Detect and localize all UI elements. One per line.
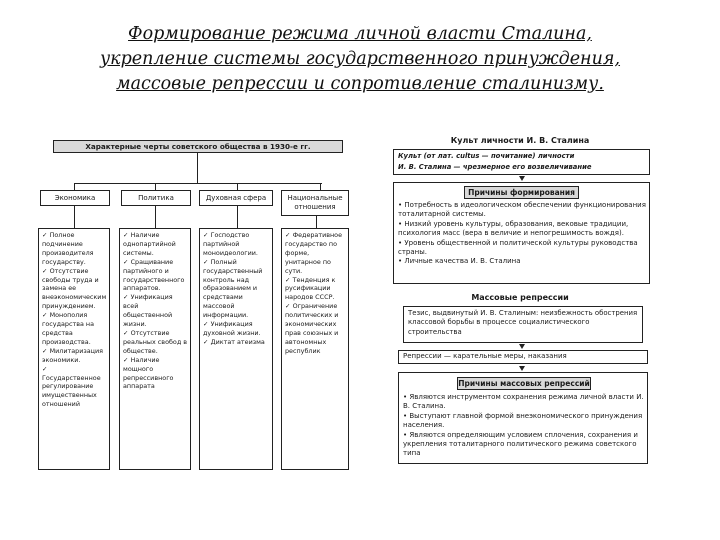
reasons-list bbox=[398, 201, 646, 267]
causes-title: Причины массовых репрессий bbox=[458, 379, 590, 388]
list-item: ✓ Ограничение политических и экономических прав союзных и автономных республик bbox=[285, 302, 339, 355]
connector-drop-3 bbox=[237, 183, 238, 190]
list-item: • Являются определяющим условием сплочения, сохранения и укрепления тоталитарного политического режима советского типа bbox=[403, 430, 638, 458]
list-item: ✓ Милитаризация экономики. bbox=[42, 346, 104, 364]
cult-title: Культ личности И. В. Сталина bbox=[450, 136, 590, 145]
arrow-down-icon bbox=[519, 344, 525, 349]
column-header-economy: Экономика bbox=[40, 190, 110, 206]
repressions-definition-box bbox=[398, 350, 648, 364]
list-item: • Личные качества И. В. Сталина bbox=[398, 257, 521, 266]
connector-drop-4 bbox=[320, 183, 321, 190]
cult-definition-line-1: Культ (от лат. cultus — почитание) личности bbox=[398, 152, 575, 160]
column-body-spiritual bbox=[199, 228, 273, 470]
list-item: ✓ Диктат атеизма bbox=[203, 337, 265, 346]
list-item: ✓ Унификация всей общественной жизни. bbox=[123, 293, 173, 329]
column-header-spiritual: Духовная сфера bbox=[199, 190, 273, 206]
connector-body-2 bbox=[155, 206, 156, 228]
list-item: ✓ Отсутствие реальных свобод в обществе. bbox=[123, 328, 188, 355]
list-item: ✓ Наличие мощного репрессивного аппарата bbox=[123, 355, 174, 391]
connector-body-3 bbox=[237, 206, 238, 228]
thesis-box bbox=[403, 306, 643, 343]
list-item: • Являются инструментом сохранения режима личной власти И. В. Сталина. bbox=[403, 393, 644, 411]
list-item: ✓ Монополия государства на средства производства. bbox=[42, 311, 94, 346]
cult-definition-line-2: И. В. Сталина — чрезмерное его возвеличивание bbox=[398, 163, 592, 171]
thesis-text: Тезис, выдвинутый И. В. Сталиным: неизбежность обострения классовой борьбы в процессе социалистического строительства bbox=[408, 309, 638, 336]
connector-vertical-main bbox=[197, 153, 198, 183]
list-item: ✓ Тенденция к русификации народов СССР. bbox=[285, 275, 336, 302]
list-item: ✓ Унификация духовной жизни. bbox=[203, 320, 261, 337]
causes-list bbox=[403, 393, 644, 459]
connector-horizontal bbox=[74, 183, 322, 184]
repressions-title: Массовые репрессии bbox=[471, 293, 569, 302]
list-item: ✓ Полное подчинение производителя государству. bbox=[42, 231, 94, 266]
column-header-politics: Политика bbox=[121, 190, 191, 206]
column-header-national: Национальные отношения bbox=[281, 190, 349, 216]
list-item: ✓ Отсутствие свободы труда и замена ее внеэкономическим принуждением. bbox=[42, 266, 107, 311]
reasons-title: Причины формирования bbox=[464, 186, 579, 199]
column-body-national bbox=[281, 228, 349, 470]
list-item: ✓ Государственное регулирование имущественных отношений bbox=[42, 364, 101, 409]
repressions-definition: Репрессии — карательные меры, наказания bbox=[403, 352, 567, 360]
list-item: • Выступают главной формой внеэкономического принуждения населения. bbox=[403, 411, 643, 430]
list-item: ✓ Господство партийной моноидеологии. bbox=[203, 231, 258, 257]
reasons-box bbox=[393, 182, 650, 284]
cult-definition-box bbox=[393, 149, 650, 175]
list-item: ✓ Федеративное государство по форме, унитарное по сути. bbox=[285, 231, 343, 275]
list-item: • Уровень общественной и политической культуры руководства страны. bbox=[398, 238, 638, 257]
column-body-economy bbox=[38, 228, 110, 470]
column-body-politics bbox=[119, 228, 191, 470]
title-line-3: массовые репрессии и сопротивление сталинизму. bbox=[116, 74, 604, 94]
connector-drop-1 bbox=[74, 183, 75, 190]
title-line-2: укрепление системы государственного принуждения, bbox=[99, 49, 621, 69]
arrow-down-icon bbox=[519, 366, 525, 371]
society-features-header: Характерные черты советского общества в 1930-е гг. bbox=[53, 140, 343, 153]
connector-body-1 bbox=[74, 206, 75, 228]
list-item: ✓ Сращивание партийного и государственного аппаратов. bbox=[123, 257, 185, 293]
causes-box bbox=[398, 372, 648, 464]
connector-drop-2 bbox=[155, 183, 156, 190]
title-line-1: Формирование режима личной власти Сталина, bbox=[128, 24, 592, 44]
list-item: • Потребность в идеологическом обеспечении функционирования тоталитарной системы. bbox=[398, 201, 646, 219]
list-item: ✓ Наличие однопартийной системы. bbox=[123, 231, 176, 257]
list-item: ✓ Полный государственный контроль над образованием и средствами массовой информации. bbox=[203, 257, 263, 320]
arrow-down-icon bbox=[519, 176, 525, 181]
page-title bbox=[20, 22, 700, 97]
list-item: • Низкий уровень культуры, образования, вековые традиции, психология масс (вера в величие и непогрешимость вождя). bbox=[398, 219, 629, 238]
connector-body-4 bbox=[316, 216, 317, 228]
